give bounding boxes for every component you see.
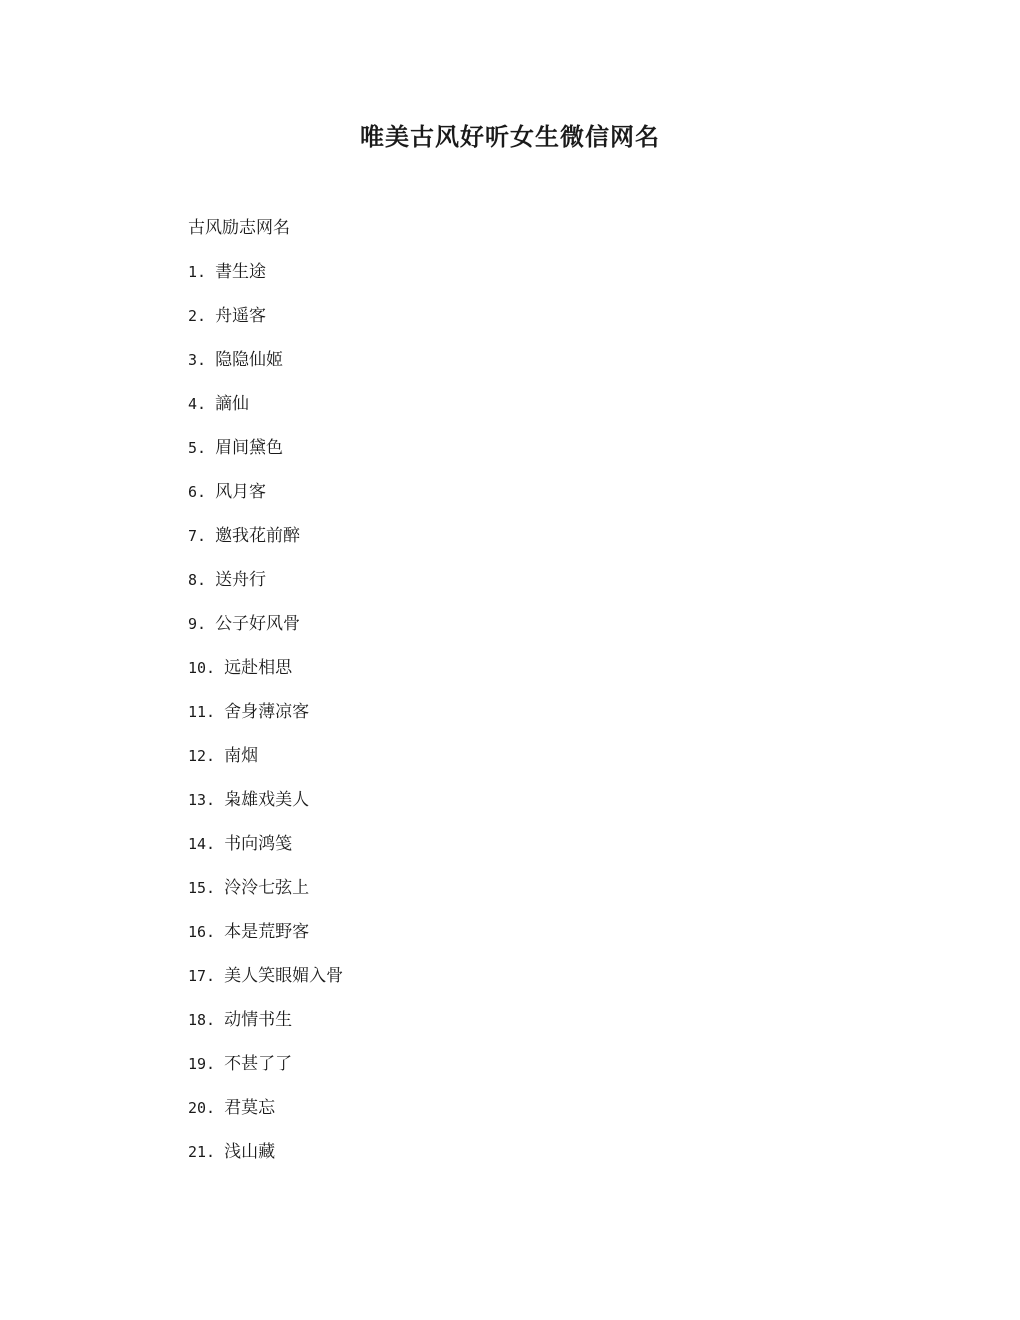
list-item-text: 謫仙	[215, 394, 250, 414]
list-item-text: 枭雄戏美人	[224, 790, 310, 810]
list-item	[188, 612, 343, 656]
list-item-number: 20.	[188, 1099, 216, 1117]
list-item-text: 眉间黛色	[215, 438, 284, 458]
list-item	[188, 260, 343, 304]
list-item-number: 18.	[188, 1011, 216, 1029]
section-heading: 古风励志网名	[188, 218, 290, 238]
list-item	[188, 524, 343, 568]
list-item	[188, 1096, 343, 1140]
list-item	[188, 1008, 343, 1052]
list-item-number: 7.	[188, 527, 207, 545]
list-item-text: 舍身薄凉客	[224, 702, 310, 722]
list-item	[188, 656, 343, 700]
list-item	[188, 392, 343, 436]
list-item-text: 書生途	[215, 262, 267, 282]
list-item-number: 1.	[188, 263, 207, 281]
list-item	[188, 920, 343, 964]
list-item	[188, 348, 343, 392]
list-item-number: 11.	[188, 703, 216, 721]
list-item	[188, 876, 343, 920]
list-item-number: 3.	[188, 351, 207, 369]
list-item-number: 16.	[188, 923, 216, 941]
list-item	[188, 832, 343, 876]
list-item-number: 5.	[188, 439, 207, 457]
list-item	[188, 700, 343, 744]
name-list	[188, 260, 343, 1184]
list-item	[188, 1140, 343, 1184]
list-item	[188, 744, 343, 788]
list-item-text: 动情书生	[224, 1010, 293, 1030]
list-item-number: 21.	[188, 1143, 216, 1161]
list-item-text: 公子好风骨	[215, 614, 301, 634]
list-item-text: 南烟	[224, 746, 259, 766]
list-item	[188, 788, 343, 832]
list-item-number: 12.	[188, 747, 216, 765]
list-item-text: 浅山藏	[224, 1142, 276, 1162]
list-item-text: 美人笑眼媚入骨	[224, 966, 344, 986]
list-item-text: 送舟行	[215, 570, 267, 590]
list-item-text: 邀我花前醉	[215, 526, 301, 546]
list-item-number: 14.	[188, 835, 216, 853]
list-item-number: 2.	[188, 307, 207, 325]
list-item-number: 15.	[188, 879, 216, 897]
document-title: 唯美古风好听女生微信网名	[360, 122, 660, 151]
list-item-text: 风月客	[215, 482, 267, 502]
list-item-text: 隐隐仙姬	[215, 350, 284, 370]
list-item-text: 泠泠七弦上	[224, 878, 310, 898]
list-item-number: 19.	[188, 1055, 216, 1073]
list-item-number: 6.	[188, 483, 207, 501]
list-item-text: 君莫忘	[224, 1098, 276, 1118]
list-item-text: 书向鸿笺	[224, 834, 293, 854]
list-item-number: 4.	[188, 395, 207, 413]
list-item-text: 舟遥客	[215, 306, 267, 326]
list-item-text: 本是荒野客	[224, 922, 310, 942]
list-item-number: 10.	[188, 659, 216, 677]
list-item	[188, 964, 343, 1008]
list-item	[188, 480, 343, 524]
list-item-number: 9.	[188, 615, 207, 633]
list-item	[188, 1052, 343, 1096]
list-item-number: 17.	[188, 967, 216, 985]
list-item	[188, 568, 343, 612]
list-item-number: 8.	[188, 571, 207, 589]
list-item	[188, 436, 343, 480]
list-item-number: 13.	[188, 791, 216, 809]
list-item-text: 远赴相思	[224, 658, 293, 678]
list-item-text: 不甚了了	[224, 1054, 293, 1074]
list-item	[188, 304, 343, 348]
